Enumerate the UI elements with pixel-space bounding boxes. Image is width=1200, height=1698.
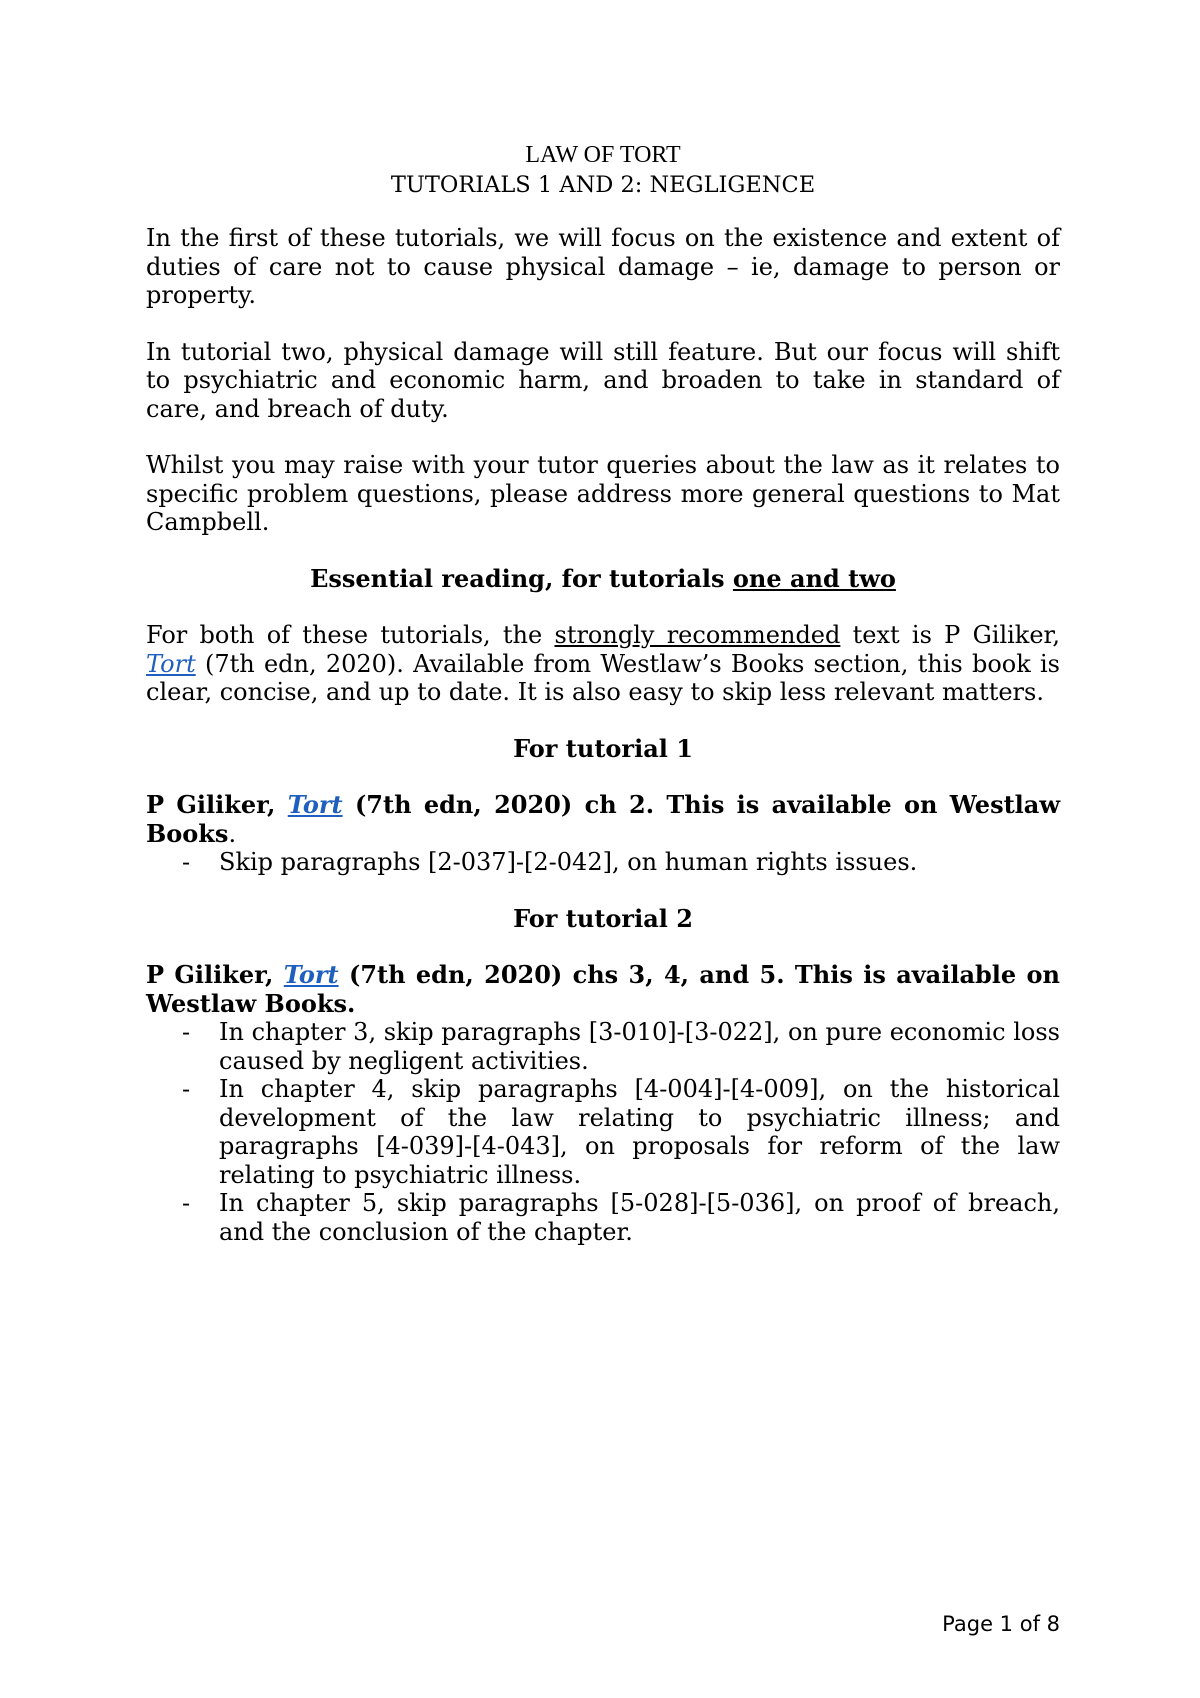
list-item — [146, 1189, 1060, 1246]
spacer — [146, 877, 1060, 905]
bullet-dash: - — [182, 1075, 191, 1103]
page-number: Page 1 of 8 — [942, 1612, 1060, 1636]
essential-heading-underlined: one and two — [732, 563, 896, 593]
essential-text-1: For both of these tutorials, the — [146, 621, 555, 649]
tutorial-1-skip-list — [146, 848, 1060, 877]
tort-book-link[interactable]: Tort — [146, 649, 196, 678]
bullet-dash: - — [182, 1018, 191, 1046]
list-item-text: Skip paragraphs [2-037]-[2-042], on human rights issues. — [219, 848, 918, 876]
intro-paragraph-3: Whilst you may raise with your tutor queries about the law as it relates to specific problem questions, please address more general questions to Mat Campbell. — [146, 451, 1060, 536]
essential-reading-heading — [146, 565, 1060, 594]
essential-text-2: text is P Giliker, — [840, 621, 1061, 649]
tutorial-1-ref-detail: (7th edn, 2020) ch 2. This is available on Westlaw Books — [146, 790, 1060, 848]
tutorial-1-ref-period: . — [228, 819, 237, 848]
bullet-dash: - — [182, 1189, 191, 1217]
spacer — [146, 593, 1060, 621]
list-item — [146, 848, 1060, 877]
list-item — [146, 1018, 1060, 1075]
list-item-text: In chapter 5, skip paragraphs [5-028]-[5-036], on proof of breach, and the conclusion of the chapter. — [219, 1189, 1060, 1246]
tutorial-2-skip-list — [146, 1018, 1060, 1246]
tutorial-2-ref-detail: (7th edn, 2020) chs 3, 4, and 5. This is available on Westlaw Books. — [146, 960, 1061, 1018]
spacer — [146, 763, 1060, 791]
list-item-text: In chapter 3, skip paragraphs [3-010]-[3-022], on pure economic loss caused by negligent activities. — [219, 1018, 1060, 1075]
spacer — [146, 933, 1060, 961]
spacer — [146, 537, 1060, 565]
document-title: LAW OF TORT — [525, 142, 681, 168]
bullet-dash: - — [182, 848, 191, 876]
essential-heading-text: Essential reading, for tutorials — [310, 563, 733, 593]
tutorial-1-reference — [146, 791, 1060, 848]
list-item — [146, 1075, 1060, 1189]
spacer — [146, 423, 1060, 451]
list-item-text: In chapter 4, skip paragraphs [4-004]-[4-009], on the historical development of the law relating to psychiatric illness; and paragraphs [4-039]-[4-043], on proposals for reform of the law relating to psychiatric illness. — [219, 1075, 1060, 1189]
tutorial-2-reference — [146, 961, 1060, 1018]
tutorial-1-tort-link[interactable]: Tort — [287, 790, 343, 819]
essential-reading-paragraph — [146, 621, 1060, 707]
strongly-recommended-text: strongly recommended — [554, 621, 841, 649]
tutorial-2-tort-link[interactable]: Tort — [283, 960, 339, 989]
tutorial-2-heading: For tutorial 2 — [513, 903, 693, 933]
intro-paragraph-2: In tutorial two, physical damage will still feature. But our focus will shift to psychiatric and economic harm, and broaden to take in standard of care, and breach of duty. — [146, 337, 1060, 423]
tutorial-1-ref-author: P Giliker, — [146, 790, 288, 819]
tutorial-2-ref-author: P Giliker, — [146, 960, 284, 989]
spacer — [146, 707, 1060, 735]
essential-text-3: (7th edn, 2020). Available from Westlaw’s Books section, this book is clear, concise, and up to date. It is also easy to skip less relevant matters. — [146, 649, 1060, 706]
tutorial-1-heading: For tutorial 1 — [513, 733, 693, 763]
intro-paragraph-1: In the first of these tutorials, we will focus on the existence and extent of duties of care not to cause physical damage – ie, damage to person or property. — [146, 224, 1060, 309]
spacer — [146, 310, 1060, 338]
document-page — [146, 140, 1060, 1246]
document-subtitle: TUTORIALS 1 AND 2: NEGLIGENCE — [390, 172, 816, 198]
